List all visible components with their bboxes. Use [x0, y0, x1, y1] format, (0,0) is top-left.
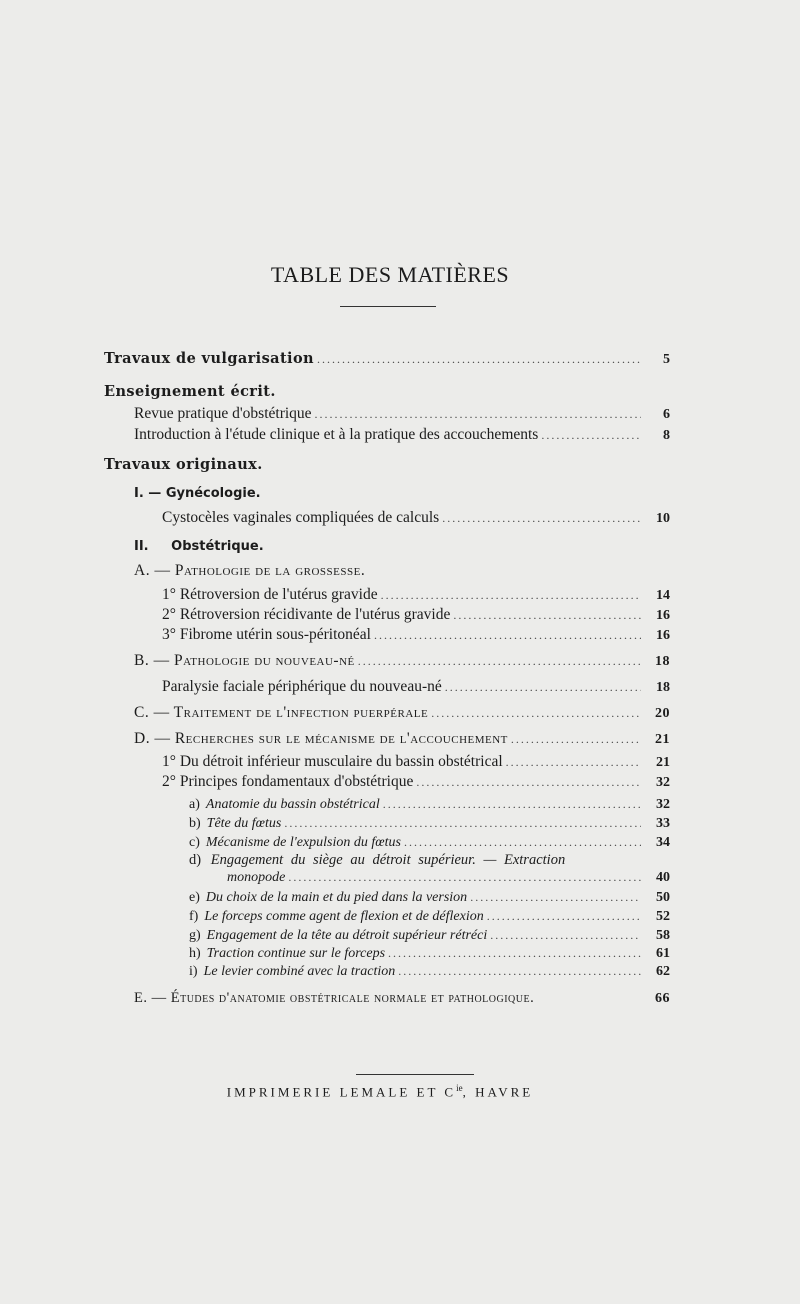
leader-dots	[284, 816, 641, 831]
leader-dots	[470, 890, 641, 905]
toc-entry	[162, 586, 670, 606]
toc-label: Revue pratique d'obstétrique	[134, 405, 312, 422]
toc-label: Mécanisme de l'expulsion du fœtus	[205, 835, 401, 850]
leader-dots	[442, 511, 641, 526]
toc-subentry	[189, 890, 670, 910]
toc-page-number: 32	[656, 775, 670, 790]
toc-page-number: 8	[663, 428, 670, 443]
title-divider	[340, 306, 436, 307]
leader-dots	[317, 352, 641, 367]
toc-page-number: 5	[663, 352, 670, 367]
toc-subentry	[189, 797, 670, 817]
toc-page-number: 18	[655, 654, 670, 669]
leader-dots	[416, 775, 641, 790]
subentry-letter: g)	[189, 928, 201, 943]
toc-label: 3° Fibrome utérin sous-péritonéal	[162, 626, 371, 643]
toc-label: 1° Du détroit inférieur musculaire du bassin obstétrical	[162, 753, 503, 770]
page-title: TABLE DES MATIÈRES	[270, 262, 510, 287]
imprint-text-end: , HAVRE	[462, 1084, 534, 1100]
leader-dots	[453, 608, 641, 623]
toc-page-number: 16	[656, 628, 670, 643]
toc-page-number: 62	[656, 964, 670, 979]
toc-label: Le levier combiné avec la traction	[203, 964, 396, 979]
leader-dots	[541, 428, 641, 443]
toc-entry	[134, 426, 670, 446]
toc-page-number: 52	[656, 909, 670, 924]
toc-page-number: 10	[656, 511, 670, 526]
leader-dots	[381, 588, 641, 603]
subsection-heading-a: A. — Pathologie de la grossesse.	[134, 562, 366, 579]
toc-entry-d	[134, 730, 670, 750]
toc-page-number: 6	[663, 407, 670, 422]
toc-page-number: 32	[656, 797, 670, 812]
footer-divider	[356, 1074, 474, 1075]
leader-dots	[315, 407, 641, 422]
leader-dots	[398, 964, 641, 979]
toc-entry-b	[134, 652, 670, 672]
toc-label: Introduction à l'étude clinique et à la pratique des accouchements	[134, 426, 539, 443]
imprint-text: IMPRIMERIE LEMALE ET C	[226, 1084, 457, 1100]
printer-imprint	[0, 1083, 760, 1100]
leader-dots	[487, 909, 641, 924]
toc-label: Tête du fœtus	[206, 816, 282, 831]
part-heading-gynecologie: I. — Gynécologie.	[134, 486, 261, 501]
subentry-letter: f)	[189, 909, 199, 924]
subentry-letter: d)	[189, 852, 202, 868]
toc-page-number: 33	[656, 816, 670, 831]
toc-page-number: 21	[656, 755, 670, 770]
toc-page-number: 20	[655, 706, 670, 721]
toc-label: Cystocèles vaginales compliquées de calculs	[162, 509, 440, 526]
toc-label: 2° Principes fondamentaux d'obstétrique	[162, 773, 414, 790]
toc-label-continuation: monopode	[227, 870, 286, 885]
toc-entry-vulgarisation	[104, 350, 670, 370]
toc-entry	[162, 773, 670, 793]
leader-dots	[374, 628, 641, 643]
toc-subentry	[189, 909, 670, 929]
section-heading-travaux-originaux: Travaux originaux.	[104, 456, 263, 473]
toc-entry-e	[134, 990, 670, 1010]
leader-dots	[404, 835, 641, 850]
leader-dots	[490, 928, 641, 943]
toc-page-number: 16	[656, 608, 670, 623]
part-heading-obstetrique	[134, 539, 264, 554]
subentry-letter: h)	[189, 946, 201, 961]
toc-subentry	[189, 816, 670, 836]
leader-dots	[388, 946, 641, 961]
toc-page-number: 18	[656, 680, 670, 695]
toc-page-number: 58	[656, 928, 670, 943]
toc-page-number: 50	[656, 890, 670, 905]
toc-label: B. — Pathologie du nouveau-né	[134, 652, 355, 669]
toc-entry	[162, 626, 670, 646]
toc-page-number: 14	[656, 588, 670, 603]
toc-subentry	[189, 928, 670, 948]
leader-dots	[506, 755, 641, 770]
toc-subentry	[189, 964, 670, 984]
toc-subentry-continuation	[227, 870, 670, 890]
subentry-letter: a)	[189, 797, 200, 812]
toc-label: Anatomie du bassin obstétrical	[205, 797, 380, 812]
toc-entry-c	[134, 704, 670, 724]
toc-entry	[162, 509, 670, 529]
toc-label: Le forceps comme agent de flexion et de déflexion	[204, 909, 484, 924]
toc-label: Paralysie faciale périphérique du nouveau-né	[162, 678, 442, 695]
toc-label: Du choix de la main et du pied dans la version	[205, 890, 468, 905]
leader-dots	[288, 870, 641, 885]
toc-label: E. — Études d'anatomie obstétricale normale et pathologique.	[134, 990, 535, 1006]
toc-label: Engagement du siège au détroit supérieur. — Extraction	[210, 852, 566, 868]
subentry-letter: c)	[189, 835, 200, 850]
toc-label: C. — Traitement de l'infection puerpérale	[134, 704, 429, 721]
toc-subentry	[189, 946, 670, 966]
subentry-letter: e)	[189, 890, 200, 905]
toc-page-number: 21	[655, 732, 670, 747]
leader-dots	[383, 797, 641, 812]
toc-label: Travaux de vulgarisation	[104, 350, 314, 367]
section-heading-enseignement: Enseignement écrit.	[104, 383, 276, 400]
toc-label: D. — Recherches sur le mécanisme de l'accouchement	[134, 730, 508, 747]
leader-dots	[431, 706, 641, 721]
imprint-superscript: ie	[456, 1083, 463, 1093]
toc-entry	[162, 678, 670, 698]
toc-entry	[134, 405, 670, 425]
toc-page-number: 40	[656, 870, 670, 885]
subentry-letter: b)	[189, 816, 201, 831]
toc-page-number: 61	[656, 946, 670, 961]
part-number: II.	[134, 539, 149, 554]
toc-entry	[162, 753, 670, 773]
toc-page-number: 34	[656, 835, 670, 850]
leader-dots	[358, 654, 641, 669]
part-title: Obstétrique.	[171, 539, 264, 554]
leader-dots	[445, 680, 641, 695]
toc-label: Engagement de la tête au détroit supérieur rétréci	[206, 928, 488, 943]
toc-label: Traction continue sur le forceps	[206, 946, 386, 961]
subentry-letter: i)	[189, 964, 198, 979]
toc-subentry-first-line	[189, 852, 565, 869]
toc-page-number: 66	[655, 991, 670, 1006]
toc-label: 1° Rétroversion de l'utérus gravide	[162, 586, 378, 603]
toc-entry	[162, 606, 670, 626]
toc-label: 2° Rétroversion récidivante de l'utérus gravide	[162, 606, 451, 623]
leader-dots	[511, 732, 641, 747]
